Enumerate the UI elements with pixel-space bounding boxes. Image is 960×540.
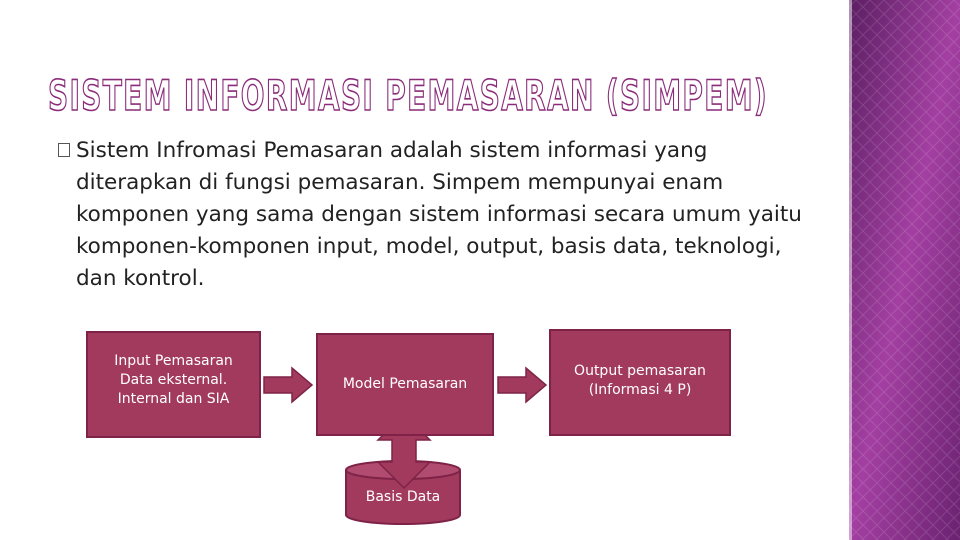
arrow-model-to-output <box>498 368 546 402</box>
output-box-line-2: (Informasi 4 P) <box>588 382 692 398</box>
decorative-side-panel <box>849 0 960 540</box>
arrow-input-to-model <box>264 368 312 402</box>
slide-title-text: SISTEM INFORMASI PEMASARAN (SIMPEM) <box>48 71 768 118</box>
input-box-line-3: Internal dan SIA <box>117 391 230 407</box>
output-box <box>549 329 731 436</box>
database-label: Basis Data <box>365 489 441 505</box>
model-box-label: Model Pemasaran <box>342 376 468 392</box>
input-box <box>86 331 261 438</box>
input-box-line-1: Input Pemasaran <box>114 353 233 369</box>
model-box <box>316 333 494 436</box>
output-box-line-1: Output pemasaran <box>574 363 706 379</box>
bullet-text: Sistem Infromasi Pemasaran adalah sistem informasi yang diterapkan di fungsi pemasaran. Simpem mempunyai enam komponen yang sama dengan sistem informasi secara umum yaitu komponen-komponen input, model, output, basis data, teknologi, dan kontrol. <box>76 138 802 291</box>
input-box-line-2: Data eksternal. <box>119 372 228 388</box>
